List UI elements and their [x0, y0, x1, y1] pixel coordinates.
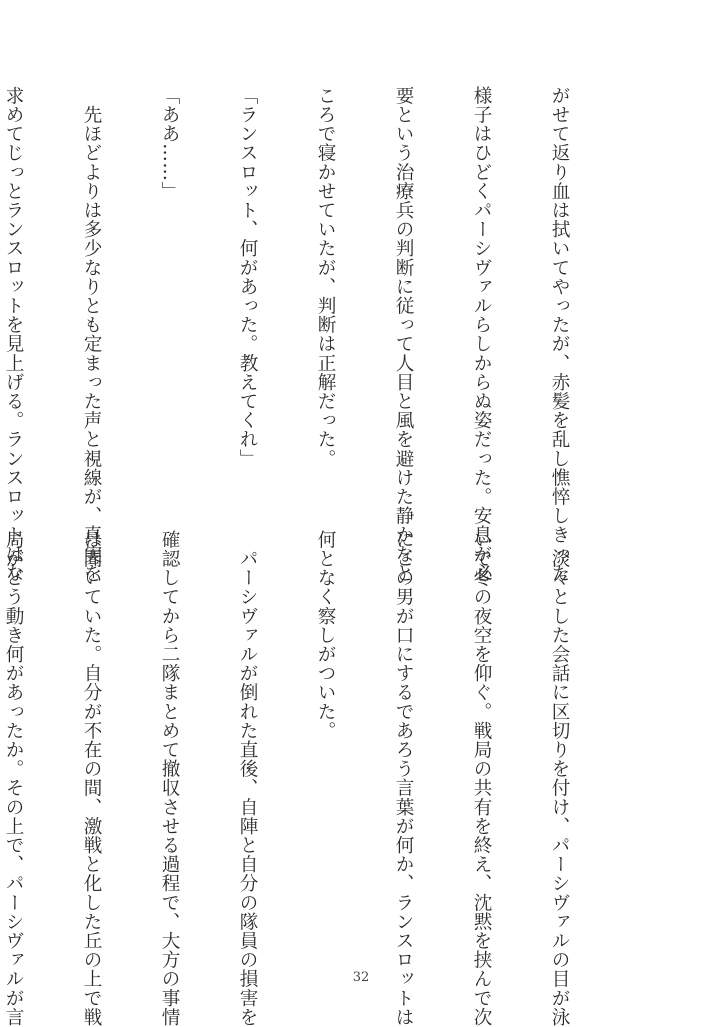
page-number: 32 [352, 970, 370, 985]
text-line: 「ああ……」 [159, 86, 180, 201]
text-line: にこの男が口にするであろう言葉が何か、ランスロットは [393, 530, 414, 1027]
text-line: 求めてじっとランスロットを見上げる。ランスロットはな [3, 86, 24, 583]
text-line: 何となく察しがついた。 [315, 530, 336, 741]
text-block-upper [0, 86, 624, 583]
text-line: がせて返り血は拭いてやったが、赤髪を乱し憔悴しきった [549, 86, 570, 583]
text-line: 「ランスロット、何があった。教えてくれ」 [237, 86, 258, 468]
text-line: は聞いていた。自分が不在の間、激戦と化した丘の上で戦 [81, 530, 102, 1027]
text-line: いで冬の夜空を仰ぐ。戦局の共有を終え、沈黙を挟んで次 [471, 530, 492, 1027]
text-line: 様子はひどくパーシヴァルらしからぬ姿だった。安息が必 [471, 86, 492, 583]
text-line: 要という治療兵の判断に従って人目と風を避けた静かなと [393, 86, 414, 583]
text-line: 局がどう動き何があったか。その上で、パーシヴァルが言 [3, 530, 24, 1027]
text-line: 淡々とした会話に区切りを付け、パーシヴァルの目が泳 [549, 530, 570, 1027]
text-line: パーシヴァルが倒れた直後、自陣と自分の隊員の損害を [237, 530, 258, 1027]
text-line: ころで寝かせていたが、判断は正解だった。 [315, 86, 336, 468]
text-line: 先ほどよりは多少なりとも定まった声と視線が、真実を [81, 86, 102, 583]
text-line: 確認してから二隊まとめて撤収させる過程で、大方の事情 [159, 530, 180, 1027]
